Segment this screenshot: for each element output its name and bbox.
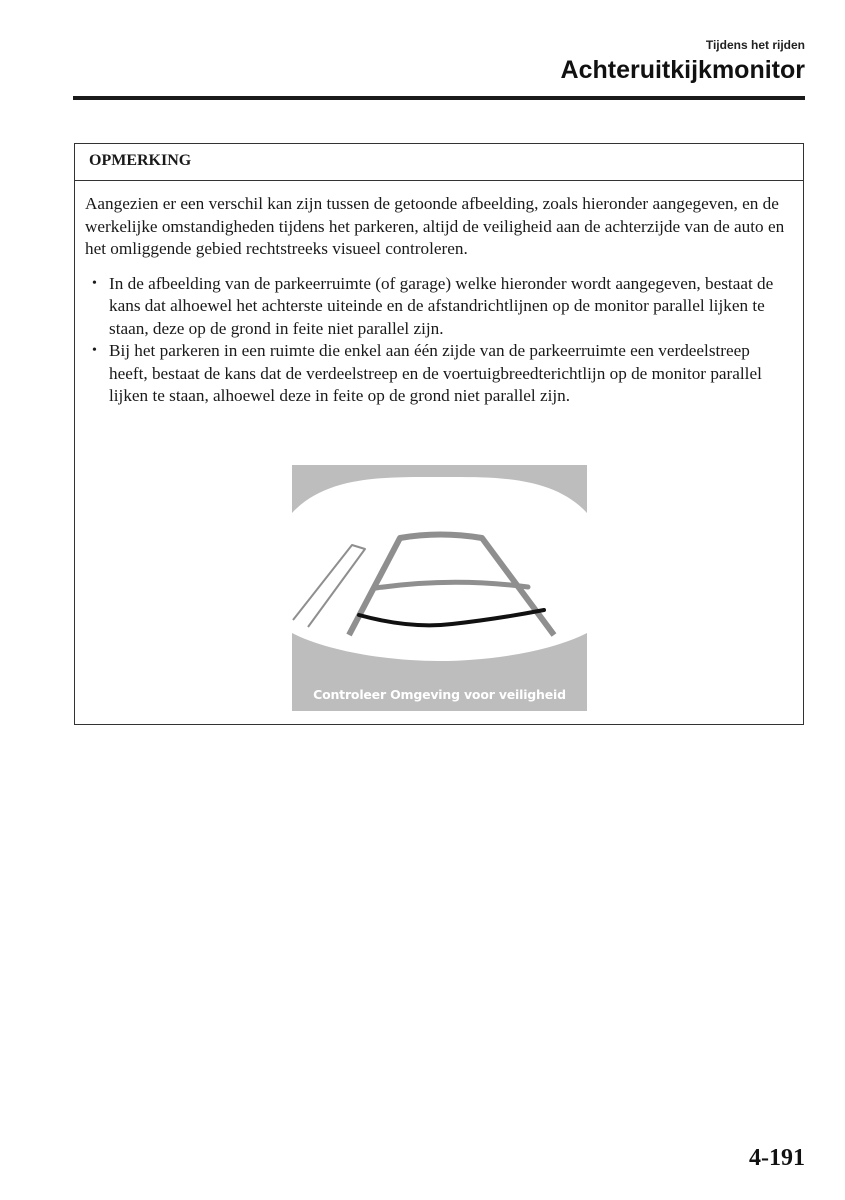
monitor-view-area <box>292 477 587 661</box>
note-body <box>75 181 803 408</box>
list-item <box>85 273 791 341</box>
section-label: Tijdens het rijden <box>705 38 805 52</box>
bullet-text: Bij het parkeren in een ruimte die enkel aan één zijde van de parkeerruimte een verdeelstreep heeft, bestaat de kans dat de verdeelstreep en de voertuigbreedterichtlijn op de monitor parallel lijken te staan, alhoewel deze in feite op de grond niet parallel zijn. <box>109 341 762 405</box>
page-title: Achteruitkijkmonitor <box>560 56 805 84</box>
header-divider <box>73 96 805 100</box>
note-intro: Aangezien er een verschil kan zijn tussen de getoonde afbeelding, zoals hieronder aangegeven, en de werkelijke omstandigheden tijdens het parkeren, altijd de veiligheid aan de achterzijde van de auto en het omliggende gebied rechtstreeks visueel controleren. <box>85 194 785 258</box>
rear-camera-illustration <box>292 465 587 711</box>
note-box <box>74 143 804 725</box>
bullet-icon: • <box>92 275 97 291</box>
note-bullet-list <box>85 273 791 408</box>
note-heading: OPMERKING <box>75 144 803 181</box>
bullet-text: In de afbeelding van de parkeerruimte (of garage) welke hieronder wordt aangegeven, bestaat de kans dat alhoewel het achterste uiteinde en de afstandrichtlijnen op de monitor parallel lijken te staan, deze op de grond in feite niet parallel zijn. <box>109 273 774 338</box>
figure-caption: Controleer Omgeving voor veiligheid <box>313 687 566 702</box>
bullet-icon: • <box>92 343 97 358</box>
page-number: 4-191 <box>749 1145 805 1171</box>
list-item <box>85 340 791 408</box>
